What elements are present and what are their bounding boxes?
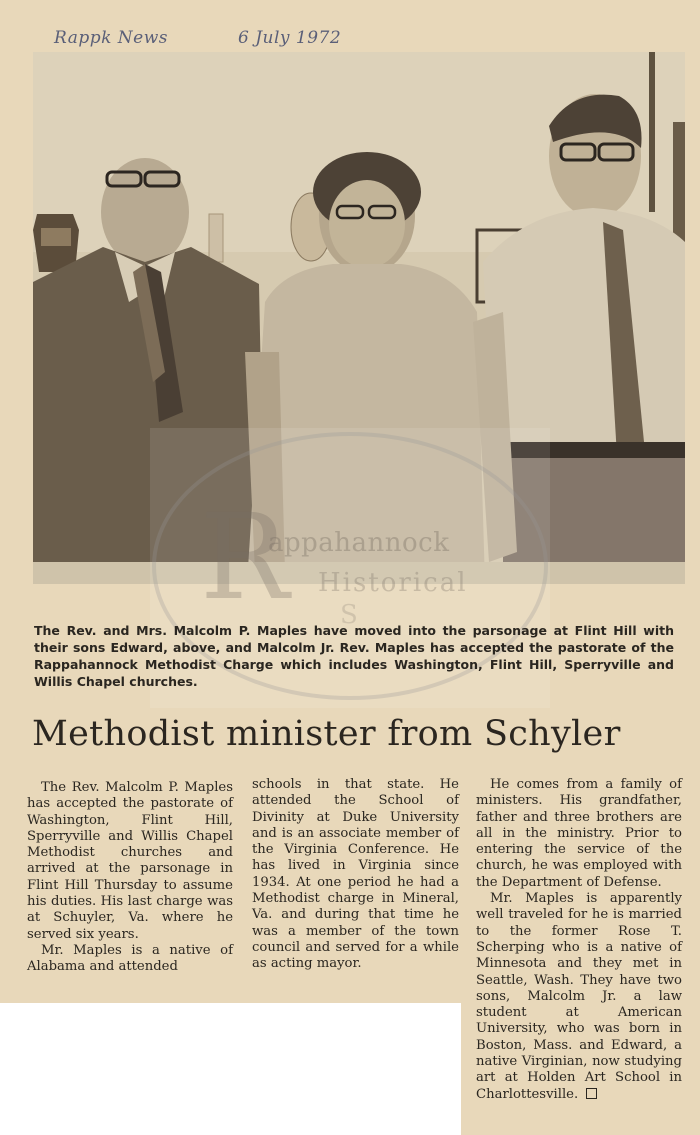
- article-paragraph-last: [476, 891, 682, 1103]
- article-column-3: [476, 777, 682, 1103]
- watermark-text-line1: appahannock: [268, 528, 450, 558]
- article-headline: Methodist minister from Schyler: [32, 714, 621, 754]
- article-column-1: [27, 780, 233, 976]
- photo-caption: The Rev. and Mrs. Malcolm P. Maples have moved into the parsonage at Flint Hill with their sons Edward, above, and Malcolm Jr. Rev. Maples has accepted the pastorate of the Rappahannock Methodist Charge which includes Washington, Flint Hill, Sperryville and Willis Chapel churches.: [34, 623, 674, 689]
- article-paragraph: He comes from a family of ministers. His grandfather, father and three brothers are all in the ministry. Prior to entering the service of the church, he was employed with the Department of Defense.: [476, 777, 682, 890]
- article-paragraph: The Rev. Malcolm P. Maples has accepted the pastorate of Washington, Flint Hill, Sperryville and Willis Chapel Methodist churches and arrived at the parsonage in Flint Hill Thursday to assume his duties. His last charge was at Schuyler, Va. where he served six years.: [27, 780, 233, 942]
- handwritten-source-note: Rappk News: [54, 28, 169, 48]
- watermark-text-line3: S: [340, 600, 360, 630]
- family-photo-illustration: [33, 52, 685, 584]
- article-column-2: [252, 777, 459, 973]
- watermark-monogram: R: [200, 488, 289, 626]
- article-paragraph-text: Mr. Maples is apparently well traveled for he is married to the former Rose T. Scherping who is a native of Minnesota and they met in Seattle, Wash. They have two sons, Malcolm Jr. a law student at American University, who was born in Boston, Mass. and Edward, a native Virginian, now studying art at Holden Art School in Charlottesville.: [476, 891, 682, 1102]
- article-paragraph: schools in that state. He attended the School of Divinity at Duke University and is an associate member of the Virginia Conference. He has lived in Virginia since 1934. At one period he had a Methodist charge in Mineral, Va. and during that time he was a member of the town council and served for a while as acting mayor.: [252, 777, 459, 972]
- family-photo: [33, 52, 685, 584]
- watermark-text-line2: Historical: [318, 568, 468, 598]
- handwritten-date-note: 6 July 1972: [238, 28, 342, 48]
- article-paragraph: Mr. Maples is a native of Alabama and attended: [27, 942, 233, 975]
- end-of-story-mark-icon: [586, 1088, 597, 1099]
